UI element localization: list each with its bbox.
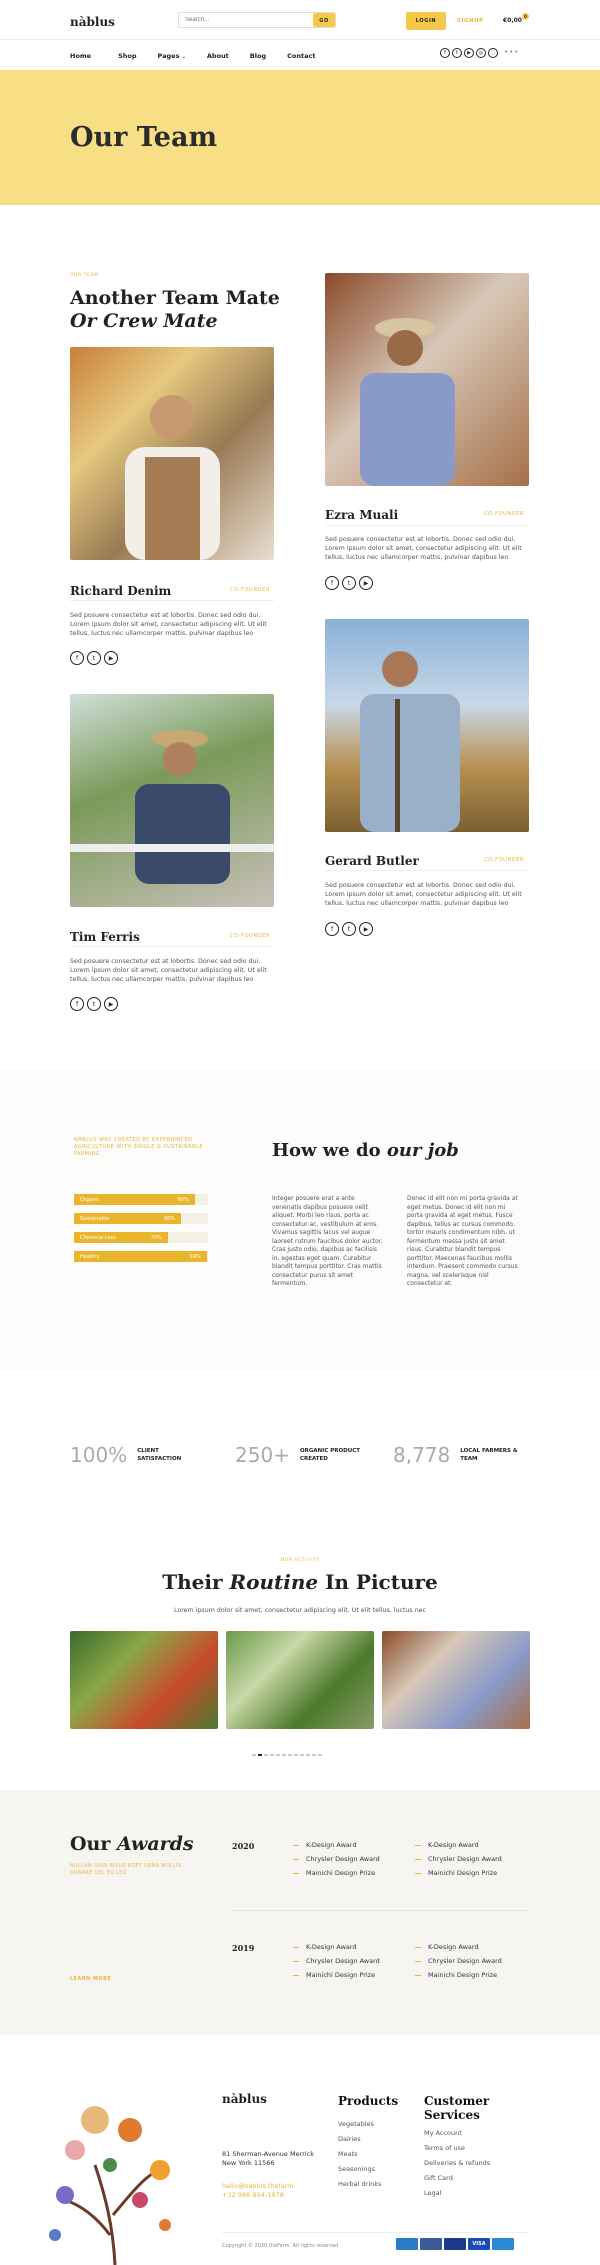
amex-card-icon bbox=[396, 2238, 418, 2250]
stat-label: CLIENT SATISFACTION bbox=[137, 1448, 182, 1462]
footer-contact bbox=[222, 2182, 294, 2200]
cart[interactable] bbox=[503, 14, 527, 24]
member-photo-tim bbox=[70, 694, 274, 907]
member-divider bbox=[325, 525, 529, 526]
footer-email[interactable]: hello@nablus.thefarm bbox=[222, 2182, 294, 2190]
address-line2: New York 11566 bbox=[222, 2159, 275, 2167]
footer-logo[interactable]: nàblus bbox=[222, 2092, 267, 2106]
header-socials bbox=[440, 48, 519, 58]
footer-link[interactable]: Dairies bbox=[338, 2135, 361, 2143]
stat-satisfaction bbox=[70, 1443, 187, 1467]
footer-illustration bbox=[35, 2095, 195, 2265]
skill-value: 70% bbox=[150, 1235, 162, 1241]
nav-blog[interactable]: Blog bbox=[249, 52, 267, 60]
team-title-line1: Another Team Mate bbox=[70, 287, 280, 309]
skill-bar-sustainable bbox=[74, 1213, 208, 1224]
cs-heading-line2: Services bbox=[424, 2108, 480, 2122]
nav-home[interactable]: Home bbox=[70, 52, 92, 60]
member-name-ezra: Ezra Muali bbox=[325, 508, 399, 522]
award-list-2020-b bbox=[415, 1841, 502, 1883]
award-item: Mainichi Design Prize bbox=[415, 1869, 502, 1877]
skill-label: Chemical Less bbox=[80, 1235, 116, 1241]
footer-products bbox=[338, 2094, 398, 2188]
skill-label: Organic bbox=[80, 1197, 100, 1203]
activity-subtitle: OUR ACTIVITY bbox=[280, 1558, 320, 1563]
award-year-2020: 2020 bbox=[232, 1841, 255, 1851]
gallery-pagination[interactable] bbox=[252, 1741, 324, 1760]
activity-title-c: In Picture bbox=[325, 1570, 438, 1594]
footer-link[interactable]: Legal bbox=[424, 2189, 442, 2197]
twitter-icon[interactable]: t bbox=[342, 922, 356, 936]
award-item: K-Design Award bbox=[415, 1943, 502, 1951]
header-divider bbox=[0, 39, 600, 40]
youtube-icon[interactable]: ▶ bbox=[104, 997, 118, 1011]
youtube-icon[interactable]: ▶ bbox=[104, 651, 118, 665]
member-photo-richard bbox=[70, 347, 274, 560]
search-button[interactable]: GO bbox=[313, 13, 335, 27]
awards-title bbox=[70, 1833, 194, 1855]
gallery-image-2[interactable] bbox=[226, 1631, 374, 1729]
award-item: Chrysler Design Award bbox=[293, 1855, 380, 1863]
skill-label: Healthy bbox=[80, 1254, 100, 1260]
skill-fill bbox=[74, 1213, 181, 1224]
skill-label: Sustainable bbox=[80, 1216, 110, 1222]
skill-bar-healthy bbox=[74, 1251, 208, 1262]
search-input[interactable] bbox=[179, 13, 313, 27]
member-name-tim: Tim Ferris bbox=[70, 930, 140, 944]
footer-link[interactable]: Seasonings bbox=[338, 2165, 376, 2173]
how-tagline: NÀBLUS WAS CREATED BY EXPERIENCED AGRICULTURE WITH SINGLE & SUSTAINABLE FARMING bbox=[74, 1137, 204, 1157]
awards-section bbox=[0, 1790, 600, 2035]
skill-value: 99% bbox=[189, 1254, 201, 1260]
bank-card-icon bbox=[420, 2238, 442, 2250]
activity-desc: Lorem ipsum dolor sit amet, consectetur adipiscing elit. Ut elit tellus, luctus nec bbox=[173, 1607, 427, 1614]
youtube-icon[interactable]: ▶ bbox=[359, 576, 373, 590]
twitter-icon[interactable]: t bbox=[87, 651, 101, 665]
footer-link[interactable]: Gift Card bbox=[424, 2174, 453, 2182]
member-socials-ezra bbox=[325, 576, 376, 590]
member-role-gerard: CO-FOUNDER bbox=[484, 857, 525, 863]
facebook-icon[interactable]: f bbox=[440, 48, 450, 58]
products-heading: Products bbox=[338, 2094, 399, 2108]
stat-value: 100% bbox=[70, 1443, 128, 1467]
skill-fill bbox=[74, 1194, 195, 1205]
how-title-a: How we do bbox=[272, 1140, 381, 1161]
member-bio-ezra: Sed posuere consectetur est at lobortis. Donec sed odio dui. Lorem ipsum dolor sit amet, consectetur adipiscing elit. Ut elit tellus, luctus nec ullamcorper mattis, pulvinar dapibus leo bbox=[325, 536, 522, 561]
footer-divider bbox=[222, 2232, 529, 2233]
signup-link[interactable]: SIGNUP bbox=[457, 18, 484, 24]
cs-heading-line1: Customer bbox=[424, 2094, 490, 2108]
maestro-card-icon bbox=[444, 2238, 466, 2250]
gallery-image-1[interactable] bbox=[70, 1631, 218, 1729]
facebook-icon[interactable]: f bbox=[70, 651, 84, 665]
page-title: Our Team bbox=[70, 122, 218, 153]
cart-total: €0,00 bbox=[503, 17, 522, 24]
nav-divider bbox=[0, 66, 600, 67]
skill-bar-organic bbox=[74, 1194, 208, 1205]
award-item: K-Design Award bbox=[293, 1943, 380, 1951]
chevron-down-icon: ⌄ bbox=[181, 54, 186, 60]
member-socials-tim bbox=[70, 997, 121, 1011]
award-item: Mainichi Design Prize bbox=[293, 1869, 380, 1877]
cart-badge: 0 bbox=[522, 13, 529, 20]
footer-link[interactable]: Terms of use bbox=[424, 2144, 466, 2152]
twitter-icon[interactable]: t bbox=[87, 997, 101, 1011]
cs-heading bbox=[424, 2094, 490, 2122]
skill-bar-chemical-less bbox=[74, 1232, 208, 1243]
member-bio-richard: Sed posuere consectetur est at lobortis. Donec sed odio dui. Lorem ipsum dolor sit amet, consectetur adipiscing elit. Ut elit tellus, luctus nec ullamcorper mattis, pulvinar dapibus leo bbox=[70, 612, 267, 637]
more-icon[interactable]: ••• bbox=[504, 48, 520, 56]
how-title bbox=[272, 1140, 459, 1161]
skill-value: 80% bbox=[164, 1216, 176, 1222]
paypal-card-icon bbox=[492, 2238, 514, 2250]
team-title bbox=[70, 287, 280, 333]
gallery-image-3[interactable] bbox=[382, 1631, 530, 1729]
award-item: Mainichi Design Prize bbox=[415, 1971, 502, 1979]
member-photo-gerard bbox=[325, 619, 529, 832]
member-divider bbox=[70, 600, 274, 601]
twitter-icon[interactable]: t bbox=[452, 48, 462, 58]
stat-label: LOCAL FARMERS & TEAM bbox=[460, 1448, 518, 1462]
payment-cards bbox=[396, 2238, 514, 2250]
visa-card-icon: VISA bbox=[468, 2238, 490, 2250]
footer-link[interactable]: My Account bbox=[424, 2129, 462, 2137]
nav-pages[interactable] bbox=[158, 52, 186, 60]
stat-label: ORGANIC PRODUCT CREATED bbox=[299, 1448, 360, 1462]
stat-farmers bbox=[393, 1443, 530, 1467]
activity-title-a: Their bbox=[162, 1570, 223, 1594]
member-socials-richard bbox=[70, 651, 121, 665]
footer-phone[interactable]: +32 986-954-1978 bbox=[222, 2191, 284, 2199]
member-role-tim: CO-FOUNDER bbox=[230, 933, 271, 939]
stat-value: 8,778 bbox=[393, 1443, 451, 1467]
member-divider bbox=[325, 870, 529, 871]
facebook-icon[interactable]: f bbox=[325, 922, 339, 936]
team-title-line2: Or Crew Mate bbox=[70, 310, 218, 332]
main-nav bbox=[70, 52, 315, 60]
member-role-ezra: CO-FOUNDER bbox=[484, 511, 525, 517]
footer-customer-services bbox=[424, 2094, 490, 2197]
awards-tagline: NULLAM QUIS RISUS EGET URNA MOLLIS ORNARE VEL EU LEO bbox=[70, 1864, 182, 1876]
award-item: Chrysler Design Award bbox=[415, 1855, 502, 1863]
footer-link[interactable]: Herbal drinks bbox=[338, 2180, 382, 2188]
hero-banner bbox=[0, 70, 600, 205]
awards-divider bbox=[232, 1910, 529, 1911]
award-item: Mainichi Design Prize bbox=[293, 1971, 380, 1979]
skill-fill bbox=[74, 1232, 168, 1243]
award-list-2019-b bbox=[415, 1943, 502, 1985]
dribbble-icon[interactable]: ◌ bbox=[488, 48, 498, 58]
awards-learn-more[interactable]: LEARN MORE bbox=[70, 1977, 112, 1982]
activity-title bbox=[0, 1570, 600, 1594]
activity-title-b: Routine bbox=[229, 1570, 319, 1594]
youtube-icon[interactable]: ▶ bbox=[359, 922, 373, 936]
logo[interactable]: nàblus bbox=[70, 15, 115, 29]
member-name-richard: Richard Denim bbox=[70, 584, 172, 598]
award-item: Chrysler Design Award bbox=[415, 1957, 502, 1965]
footer-link[interactable]: Meats bbox=[338, 2150, 358, 2158]
how-title-b: our job bbox=[386, 1140, 459, 1161]
team-subtitle: OUR TEAM bbox=[70, 273, 99, 278]
member-socials-gerard bbox=[325, 922, 376, 936]
nav-about[interactable]: About bbox=[206, 52, 229, 60]
footer-address bbox=[222, 2150, 314, 2168]
award-item: Chrysler Design Award bbox=[293, 1957, 380, 1965]
facebook-icon[interactable]: f bbox=[325, 576, 339, 590]
skill-value: 90% bbox=[177, 1197, 189, 1203]
member-bio-tim: Sed posuere consectetur est at lobortis. Donec sed odio dui. Lorem ipsum dolor sit amet, consectetur adipiscing elit. Ut elit tellus, luctus nec ullamcorper mattis, pulvinar dapibus leo bbox=[70, 958, 267, 983]
award-item: K-Design Award bbox=[415, 1841, 502, 1849]
member-photo-ezra bbox=[325, 273, 529, 486]
address-line1: 81 Sherman-Avenue Merrick bbox=[222, 2150, 314, 2158]
twitter-icon[interactable]: t bbox=[342, 576, 356, 590]
instagram-icon[interactable]: ◎ bbox=[476, 48, 486, 58]
footer-link[interactable]: Vegetables bbox=[338, 2120, 374, 2128]
skill-fill bbox=[74, 1251, 207, 1262]
skill-bars bbox=[74, 1194, 208, 1262]
member-divider bbox=[70, 946, 274, 947]
copyright: Copyright © 2020 theFarm. All rights reserved. bbox=[222, 2243, 340, 2249]
how-col2: Donec id elit non mi porta gravida at eget metus. Donec id elit non mi porta gravida at eget metus. Fusce dapibus, tellus ac cursus commodo, tortor mauris condimentum nibh, ut fermentum massa justo sit amet risus. Curabitur blandit tempus porttitor. Maecenas faucibus mollis interdum. Praesent commodo cursus magna, vel scelerisque nisl consectetur et. bbox=[407, 1195, 518, 1287]
member-role-richard: CO-FOUNDER bbox=[230, 587, 271, 593]
nav-contact[interactable]: Contact bbox=[287, 52, 316, 60]
award-year-2019: 2019 bbox=[232, 1943, 255, 1953]
stat-products bbox=[235, 1443, 370, 1467]
award-list-2019-a bbox=[293, 1943, 380, 1985]
award-item: K-Design Award bbox=[293, 1841, 380, 1849]
stat-value: 250+ bbox=[235, 1443, 290, 1467]
how-col1: Integer posuere erat a ante venenatis dapibus posuere velit aliquet. Morbi leo risus, porta ac consectetur ac, vestibulum at eros. Vivamus sagittis lacus vel augue laoreet rutrum faucibus dolor auctor. Cras justo odio, dapibus ac facilisis in, egestas eget quam. Curabitur blandit tempus porttitor. Cras mattis consectetur purus sit amet fermentum. bbox=[272, 1195, 383, 1287]
awards-title-a: Our bbox=[70, 1833, 111, 1855]
awards-title-b: Awards bbox=[117, 1833, 194, 1855]
nav-shop[interactable]: Shop bbox=[118, 52, 137, 60]
youtube-icon[interactable]: ▶ bbox=[464, 48, 474, 58]
member-name-gerard: Gerard Butler bbox=[325, 854, 419, 868]
member-bio-gerard: Sed posuere consectetur est at lobortis. Donec sed odio dui. Lorem ipsum dolor sit amet, consectetur adipiscing elit. Ut elit tellus, luctus nec ullamcorper mattis, pulvinar dapibus leo bbox=[325, 882, 522, 907]
search-bar bbox=[178, 12, 336, 28]
nav-pages-label: Pages bbox=[157, 52, 180, 60]
award-list-2020-a bbox=[293, 1841, 380, 1883]
footer-link[interactable]: Deliveries & refunds bbox=[424, 2159, 491, 2167]
login-button[interactable]: LOGIN bbox=[406, 12, 446, 30]
facebook-icon[interactable]: f bbox=[70, 997, 84, 1011]
